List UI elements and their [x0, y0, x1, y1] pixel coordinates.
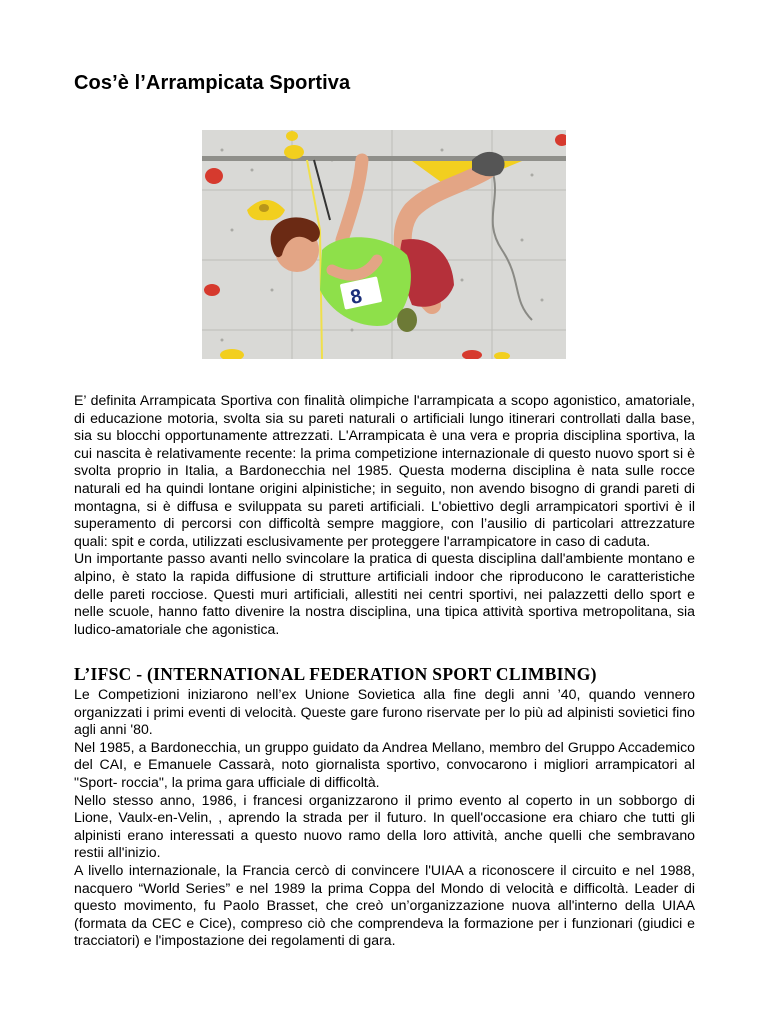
section-heading-ifsc: L’IFSC - (INTERNATIONAL FEDERATION SPORT CLIMBING) — [74, 664, 597, 684]
paragraph: E’ definita Arrampicata Sportiva con finalità olimpiche l'arrampicata a scopo agonistico, amatoriale, di educazione motoria, svolta sia su pareti naturali o artificiali lungo itinerari controllati dalla base, sia su blocchi opportunamente attrezzati. L'Arrampicata è una vera e propria disciplina sportiva, la cui nascita è relativamente recente: la prima competizione internazionale di questo nuovo sport si è svolta proprio in Italia, a Bardonecchia nel 1985. Questa moderna disciplina è nata sulle rocce naturali ed ha quindi lontane origini alpinistiche; in seguito, non avendo bisogno di grandi pareti di montagna, si è diffusa e sviluppata su pareti artificiali. L'obiettivo degli arrampicatori sportivi è il superamento di percorsi con difficoltà sempre maggiore, con l’ausilio di particolari attrezzature quali: spit e corda, utilizzati esclusivamente per proteggere l'arrampicatore in caso di caduta. — [74, 392, 695, 549]
paragraph: Un importante passo avanti nello svincolare la pratica di questa disciplina dall'ambiente montano e alpino, è stato la rapida diffusione di strutture artificiali indoor che riproducono le caratteristiche delle pareti rocciose. Questi muri artificiali, allestiti nei centri sportivi, nei palazzetti dello sport e nelle scuole, hanno fatto divenire la nostra disciplina, una tipica attività sportiva metropolitana, sia ludico-amatoriale che agonistica. — [74, 550, 695, 637]
climber-illustration — [202, 130, 566, 359]
paragraph: A livello internazionale, la Francia cercò di convincere l'UIAA a riconoscere il circuito e nel 1988, nacquero “World Series” e nel 1989 la prima Coppa del Mondo di velocità e difficoltà. Leader di questo movimento, fu Paolo Brasset, che creò un’organizzazione nuova all'interno della UIAA (formata da CEC e Cice), compreso ciò che comprendeva la formazione per i funzionari (giudici e tracciatori) e l'impostazione dei regolamenti di gara. — [74, 861, 695, 949]
svg-text:8: 8 — [348, 285, 365, 309]
paragraph: Nello stesso anno, 1986, i francesi organizzarono il primo evento al coperto in un sobborgo di Lione, Vaulx-en-Velin, , aprendo la strada per il futuro. In quell'occasione era chiaro che tutti gli alpinisti erano interessati a questo nuovo ramo della loro attività, anche quelli che sembravano restii all'inizio. — [74, 791, 695, 861]
section-ifsc — [74, 686, 695, 950]
page-title: Cos’è l’Arrampicata Sportiva — [74, 72, 351, 94]
paragraph: Le Competizioni iniziarono nell’ex Unione Sovietica alla fine degli anni ’40, quando vennero organizzati i primi eventi di velocità. Queste gare furono riservate per lo più ad alpinisti sovietici fino agli anni '80. — [74, 686, 695, 738]
section-intro — [74, 392, 695, 638]
climber-photo — [202, 130, 566, 359]
paragraph: Nel 1985, a Bardonecchia, un gruppo guidato da Andrea Mellano, membro del Gruppo Accademico del CAI, e Emanuele Cassarà, noto giornalista sportivo, convocarono i migliori arrampicatori al "Sport- roccia", la prima gara ufficiale di difficoltà. — [74, 738, 695, 790]
